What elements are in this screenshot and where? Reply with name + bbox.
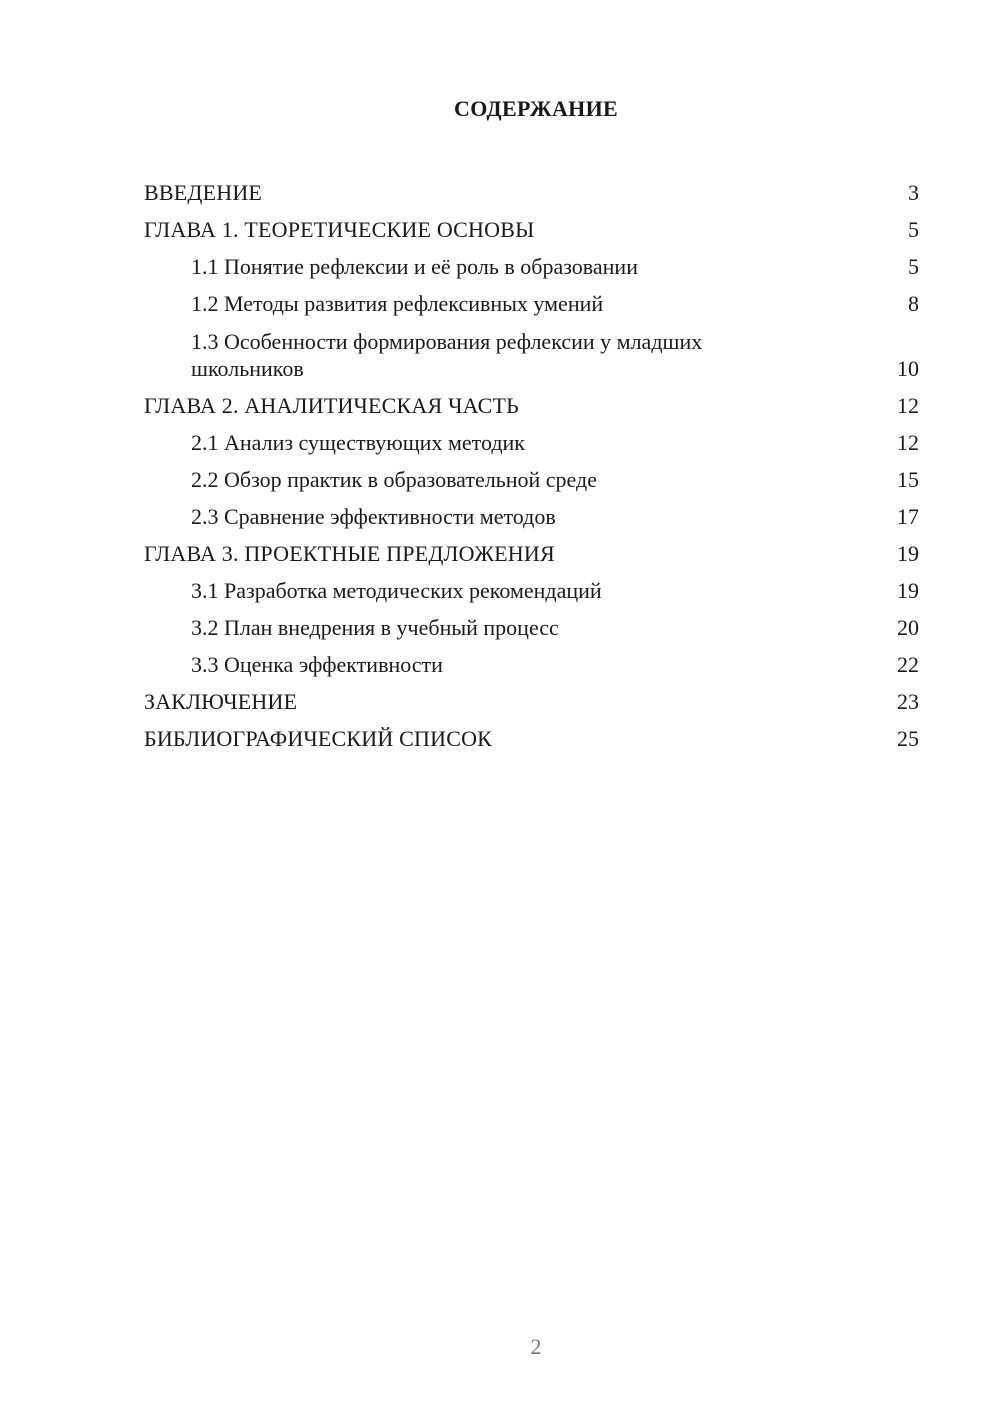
toc-subentry — [144, 243, 919, 280]
toc-subentry — [144, 280, 919, 317]
toc-subentry — [144, 456, 919, 493]
toc-title: СОДЕРЖАНИЕ — [454, 96, 618, 121]
toc-entry-page: 17 — [897, 504, 919, 529]
toc-entry — [144, 678, 919, 715]
toc-entry-label: 3.1 Разработка методических рекомендаций — [191, 578, 602, 603]
toc-entry-page: 19 — [897, 541, 919, 566]
toc-subentry — [144, 604, 919, 641]
toc-entry-label: 1.1 Понятие рефлексии и её роль в образовании — [191, 254, 638, 279]
toc-entry-page: 12 — [897, 393, 919, 418]
toc-entry-label: 2.3 Сравнение эффективности методов — [191, 504, 556, 529]
toc-entry-page: 10 — [897, 356, 919, 381]
toc-entry-page: 8 — [908, 291, 919, 316]
toc-entry-label: ГЛАВА 2. АНАЛИТИЧЕСКАЯ ЧАСТЬ — [144, 393, 519, 418]
toc-list — [144, 169, 919, 752]
toc-entry — [144, 530, 919, 567]
toc-entry-label: ВВЕДЕНИЕ — [144, 180, 263, 205]
toc-entry-page: 23 — [897, 689, 919, 714]
toc-entry — [144, 382, 919, 419]
toc-entry — [144, 715, 919, 752]
toc-subentry — [144, 419, 919, 456]
toc-entry-label: БИБЛИОГРАФИЧЕСКИЙ СПИСОК — [144, 726, 493, 751]
toc-subentry — [144, 317, 919, 382]
toc-entry-label: ГЛАВА 1. ТЕОРЕТИЧЕСКИЕ ОСНОВЫ — [144, 217, 535, 242]
toc-entry-page: 20 — [897, 615, 919, 640]
toc-subentry — [144, 567, 919, 604]
toc-entry-label: ЗАКЛЮЧЕНИЕ — [144, 689, 298, 714]
toc-entry-page: 25 — [897, 726, 919, 751]
toc-entry-page: 12 — [897, 430, 919, 455]
toc-entry-page: 15 — [897, 467, 919, 492]
toc-entry-label: 3.3 Оценка эффективности — [191, 652, 443, 677]
toc-entry-label: 2.1 Анализ существующих методик — [191, 430, 525, 455]
toc-entry-page: 19 — [897, 578, 919, 603]
toc-entry-label: 3.2 План внедрения в учебный процесс — [191, 615, 559, 640]
toc-entry-label: 2.2 Обзор практик в образовательной среде — [191, 467, 597, 492]
page-number: 2 — [530, 1334, 542, 1359]
toc-entry-label: ГЛАВА 3. ПРОЕКТНЫЕ ПРЕДЛОЖЕНИЯ — [144, 541, 555, 566]
toc-subentry — [144, 493, 919, 530]
toc-entry-label: 1.3 Особенности формирования рефлексии у младших школьников — [191, 329, 703, 381]
toc-entry-page: 3 — [908, 180, 919, 205]
toc-entry-page: 22 — [897, 652, 919, 677]
toc-entry — [144, 206, 919, 243]
toc-entry-page: 5 — [908, 217, 919, 242]
toc-entry-page: 5 — [908, 254, 919, 279]
toc-entry — [144, 169, 919, 206]
toc-entry-label: 1.2 Методы развития рефлексивных умений — [191, 291, 604, 316]
toc-subentry — [144, 641, 919, 678]
